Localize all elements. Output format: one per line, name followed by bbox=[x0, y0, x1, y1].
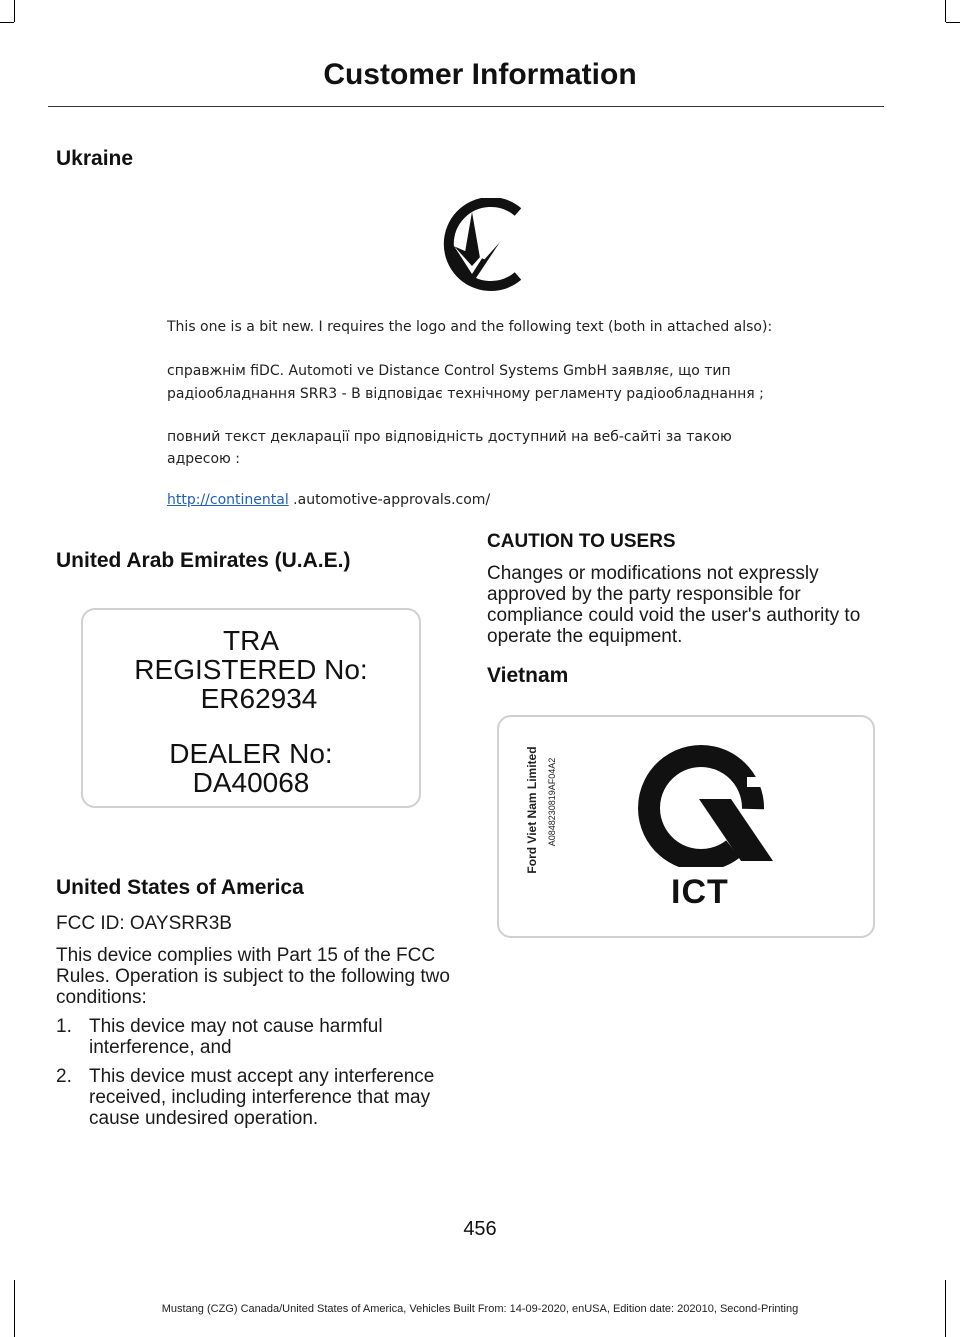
page-number: 456 bbox=[463, 1218, 497, 1240]
tra-label-line: DEALER No: bbox=[169, 738, 333, 769]
fcc-conditions-list bbox=[56, 1016, 456, 1137]
crop-mark-tr-h bbox=[946, 22, 960, 23]
crop-mark-tr-v bbox=[945, 0, 946, 22]
ukraine-declaration-line: радіообладнання SRR3 - В відповідає технічному регламенту радіообладнання ; bbox=[167, 386, 764, 402]
ukraine-intro-text: This one is a bit new. I requires the logo and the following text (both in attached also): bbox=[167, 319, 773, 335]
ukraine-heading: Ukraine bbox=[56, 147, 134, 170]
ukraine-url-rest: .automotive-approvals.com/ bbox=[288, 492, 491, 508]
vietnam-code-vertical-text: A0848230819AF04A2 bbox=[547, 757, 557, 847]
header-divider bbox=[48, 106, 884, 107]
list-item: 2. This device must accept any interference received, including interference that may cause undesired operation. bbox=[56, 1066, 435, 1129]
fcc-id: FCC ID: OAYSRR3B bbox=[56, 913, 232, 934]
ukraine-url-line bbox=[167, 490, 490, 510]
ukraine-declaration-line: справжнім fiDC. Automoti ve Distance Control Systems GmbH заявляє, що тип bbox=[167, 363, 731, 379]
tra-label-line: ER62934 bbox=[200, 683, 318, 714]
tra-registration-label bbox=[81, 608, 421, 808]
page-title: Customer Information bbox=[323, 58, 637, 91]
ict-mark-text: ICT bbox=[671, 873, 729, 911]
ukraine-declaration-line: адресою : bbox=[167, 451, 240, 467]
crop-mark-tl-v bbox=[14, 0, 15, 22]
tra-label-line: TRA bbox=[223, 625, 279, 656]
footer-text: Mustang (CZG) Canada/United States of America, Vehicles Built From: 14-09-2020, enUSA, Edition date: 202010, Second-Printing bbox=[161, 1303, 799, 1315]
usa-heading: United States of America bbox=[56, 876, 304, 899]
tra-label-line: REGISTERED No: bbox=[134, 654, 368, 685]
list-item: 1. This device may not cause harmful interference, and bbox=[56, 1016, 383, 1058]
tra-label-line: DA40068 bbox=[192, 767, 310, 798]
crop-mark-tl-h bbox=[0, 22, 14, 23]
ukraine-declaration-line: повний текст декларації про відповідність доступний на веб-сайті за такою bbox=[167, 429, 732, 445]
ukraine-url-link[interactable]: http://continental bbox=[167, 492, 289, 508]
vietnam-company-vertical-text: Ford Viet Nam Limited bbox=[525, 746, 539, 874]
fcc-compliance-text: This device complies with Part 15 of the FCC Rules. Operation is subject to the following two conditions: bbox=[56, 945, 450, 1008]
caution-heading: CAUTION TO USERS bbox=[487, 531, 676, 552]
vietnam-heading: Vietnam bbox=[487, 664, 569, 687]
caution-text: Changes or modifications not expressly approved by the party responsible for compliance could void the user's authority to operate the equipment. bbox=[487, 563, 861, 647]
uae-heading: United Arab Emirates (U.A.E.) bbox=[56, 549, 351, 572]
ict-conformity-label bbox=[497, 715, 875, 938]
cr-quality-mark-icon bbox=[637, 737, 777, 867]
ukraine-conformity-mark-icon bbox=[420, 198, 524, 294]
